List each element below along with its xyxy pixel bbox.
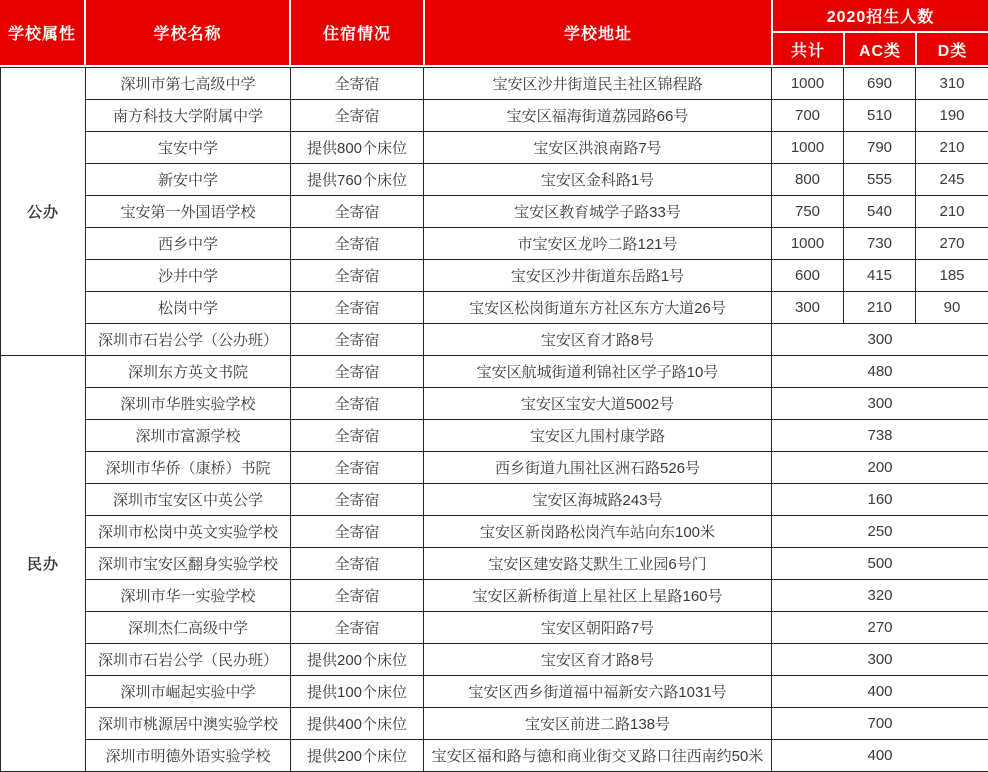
school-name-cell: 深圳市华侨（康桥）书院: [86, 452, 291, 484]
address-cell: 宝安区航城街道利锦社区学子路10号: [424, 356, 772, 388]
address-cell: 宝安区宝安大道5002号: [424, 388, 772, 420]
enrollment-total-cell: 300: [772, 292, 844, 324]
table-row: [1, 132, 988, 164]
enrollment-total-cell: 1000: [772, 228, 844, 260]
school-name-cell: 深圳市松岗中英文实验学校: [86, 516, 291, 548]
address-cell: 宝安区沙井街道民主社区锦程路: [424, 68, 772, 100]
school-enrollment-table: [0, 67, 988, 772]
enrollment-ac-cell: 730: [844, 228, 916, 260]
enrollment-total-cell: 750: [772, 196, 844, 228]
enrollment-total-merged-cell: 160: [772, 484, 988, 516]
header-ac-class: AC类: [845, 33, 915, 65]
address-cell: 宝安区沙井街道东岳路1号: [424, 260, 772, 292]
table-header: [0, 0, 988, 65]
address-cell: 市宝安区龙吟二路121号: [424, 228, 772, 260]
accommodation-cell: 提供200个床位: [291, 740, 424, 772]
accommodation-cell: 全寄宿: [291, 484, 424, 516]
address-cell: 宝安区育才路8号: [424, 324, 772, 356]
enrollment-d-cell: 190: [916, 100, 988, 132]
table-row: [1, 420, 988, 452]
enrollment-total-cell: 800: [772, 164, 844, 196]
enrollment-ac-cell: 415: [844, 260, 916, 292]
school-name-cell: 深圳东方英文书院: [86, 356, 291, 388]
table-row: [1, 580, 988, 612]
table-body: [1, 68, 988, 772]
address-cell: 宝安区福海街道荔园路66号: [424, 100, 772, 132]
accommodation-cell: 全寄宿: [291, 68, 424, 100]
school-name-cell: 宝安中学: [86, 132, 291, 164]
address-cell: 宝安区洪浪南路7号: [424, 132, 772, 164]
table-row: [1, 484, 988, 516]
table-row: [1, 452, 988, 484]
header-d-class: D类: [917, 33, 988, 65]
enrollment-total-merged-cell: 400: [772, 676, 988, 708]
school-name-cell: 西乡中学: [86, 228, 291, 260]
enrollment-total-merged-cell: 250: [772, 516, 988, 548]
enrollment-d-cell: 245: [916, 164, 988, 196]
address-cell: 宝安区金科路1号: [424, 164, 772, 196]
header-school-attr: 学校属性: [0, 0, 84, 65]
enrollment-total-merged-cell: 300: [772, 324, 988, 356]
accommodation-cell: 提供200个床位: [291, 644, 424, 676]
enrollment-total-merged-cell: 270: [772, 612, 988, 644]
address-cell: 宝安区福和路与德和商业街交叉路口往西南约50米: [424, 740, 772, 772]
enrollment-ac-cell: 540: [844, 196, 916, 228]
accommodation-cell: 全寄宿: [291, 100, 424, 132]
school-name-cell: 深圳市第七高级中学: [86, 68, 291, 100]
accommodation-cell: 全寄宿: [291, 580, 424, 612]
table-row: [1, 164, 988, 196]
enrollment-total-merged-cell: 200: [772, 452, 988, 484]
school-name-cell: 深圳杰仁高级中学: [86, 612, 291, 644]
enrollment-total-cell: 1000: [772, 68, 844, 100]
accommodation-cell: 全寄宿: [291, 548, 424, 580]
header-accommodation: 住宿情况: [291, 0, 423, 65]
table-row: [1, 100, 988, 132]
school-name-cell: 沙井中学: [86, 260, 291, 292]
address-cell: 宝安区教育城学子路33号: [424, 196, 772, 228]
accommodation-cell: 全寄宿: [291, 292, 424, 324]
school-name-cell: 深圳市石岩公学（公办班）: [86, 324, 291, 356]
enrollment-total-merged-cell: 500: [772, 548, 988, 580]
address-cell: 宝安区育才路8号: [424, 644, 772, 676]
header-total: 共计: [773, 33, 843, 65]
table-row: [1, 516, 988, 548]
enrollment-total-merged-cell: 480: [772, 356, 988, 388]
table-row: [1, 676, 988, 708]
enrollment-d-cell: 210: [916, 132, 988, 164]
school-name-cell: 深圳市桃源居中澳实验学校: [86, 708, 291, 740]
enrollment-d-cell: 210: [916, 196, 988, 228]
school-name-cell: 深圳市富源学校: [86, 420, 291, 452]
school-name-cell: 深圳市华一实验学校: [86, 580, 291, 612]
table-row: [1, 324, 988, 356]
accommodation-cell: 提供400个床位: [291, 708, 424, 740]
accommodation-cell: 全寄宿: [291, 260, 424, 292]
enrollment-total-cell: 700: [772, 100, 844, 132]
school-name-cell: 深圳市崛起实验中学: [86, 676, 291, 708]
accommodation-cell: 提供100个床位: [291, 676, 424, 708]
address-cell: 宝安区西乡街道福中福新安六路1031号: [424, 676, 772, 708]
table-row: [1, 292, 988, 324]
enrollment-d-cell: 310: [916, 68, 988, 100]
school-name-cell: 新安中学: [86, 164, 291, 196]
enrollment-ac-cell: 555: [844, 164, 916, 196]
enrollment-total-cell: 600: [772, 260, 844, 292]
accommodation-cell: 全寄宿: [291, 388, 424, 420]
school-name-cell: 深圳市宝安区翻身实验学校: [86, 548, 291, 580]
table-row: [1, 612, 988, 644]
enrollment-total-cell: 1000: [772, 132, 844, 164]
enrollment-ac-cell: 790: [844, 132, 916, 164]
accommodation-cell: 全寄宿: [291, 516, 424, 548]
address-cell: 宝安区建安路艾默生工业园6号门: [424, 548, 772, 580]
group-label-cell: 民办: [1, 356, 86, 772]
accommodation-cell: 全寄宿: [291, 196, 424, 228]
table-row: [1, 548, 988, 580]
school-name-cell: 南方科技大学附属中学: [86, 100, 291, 132]
enrollment-total-merged-cell: 700: [772, 708, 988, 740]
header-address: 学校地址: [425, 0, 771, 65]
enrollment-total-merged-cell: 300: [772, 388, 988, 420]
enrollment-d-cell: 185: [916, 260, 988, 292]
address-cell: 西乡街道九围社区洲石路526号: [424, 452, 772, 484]
school-name-cell: 深圳市明德外语实验学校: [86, 740, 291, 772]
school-name-cell: 深圳市华胜实验学校: [86, 388, 291, 420]
address-cell: 宝安区前进二路138号: [424, 708, 772, 740]
accommodation-cell: 全寄宿: [291, 452, 424, 484]
table-row: [1, 260, 988, 292]
accommodation-cell: 全寄宿: [291, 356, 424, 388]
table-row: [1, 740, 988, 772]
header-school-name: 学校名称: [86, 0, 289, 65]
enrollment-total-merged-cell: 300: [772, 644, 988, 676]
enrollment-total-merged-cell: 738: [772, 420, 988, 452]
address-cell: 宝安区朝阳路7号: [424, 612, 772, 644]
table-row: [1, 388, 988, 420]
header-enrollment-2020: 2020招生人数: [773, 0, 988, 31]
enrollment-d-cell: 270: [916, 228, 988, 260]
school-name-cell: 深圳市宝安区中英公学: [86, 484, 291, 516]
school-name-cell: 松岗中学: [86, 292, 291, 324]
accommodation-cell: 提供800个床位: [291, 132, 424, 164]
address-cell: 宝安区新桥街道上星社区上星路160号: [424, 580, 772, 612]
accommodation-cell: 提供760个床位: [291, 164, 424, 196]
address-cell: 宝安区松岗街道东方社区东方大道26号: [424, 292, 772, 324]
accommodation-cell: 全寄宿: [291, 228, 424, 260]
enrollment-ac-cell: 210: [844, 292, 916, 324]
school-name-cell: 深圳市石岩公学（民办班）: [86, 644, 291, 676]
accommodation-cell: 全寄宿: [291, 612, 424, 644]
school-name-cell: 宝安第一外国语学校: [86, 196, 291, 228]
accommodation-cell: 全寄宿: [291, 324, 424, 356]
table-row: [1, 228, 988, 260]
enrollment-total-merged-cell: 320: [772, 580, 988, 612]
address-cell: 宝安区海城路243号: [424, 484, 772, 516]
table-row: [1, 68, 988, 100]
group-label-cell: 公办: [1, 68, 86, 356]
table-row: [1, 356, 988, 388]
table-row: [1, 644, 988, 676]
table-row: [1, 708, 988, 740]
address-cell: 宝安区九围村康学路: [424, 420, 772, 452]
enrollment-d-cell: 90: [916, 292, 988, 324]
address-cell: 宝安区新岗路松岗汽车站向东100米: [424, 516, 772, 548]
enrollment-ac-cell: 690: [844, 68, 916, 100]
enrollment-total-merged-cell: 400: [772, 740, 988, 772]
accommodation-cell: 全寄宿: [291, 420, 424, 452]
enrollment-ac-cell: 510: [844, 100, 916, 132]
table-row: [1, 196, 988, 228]
